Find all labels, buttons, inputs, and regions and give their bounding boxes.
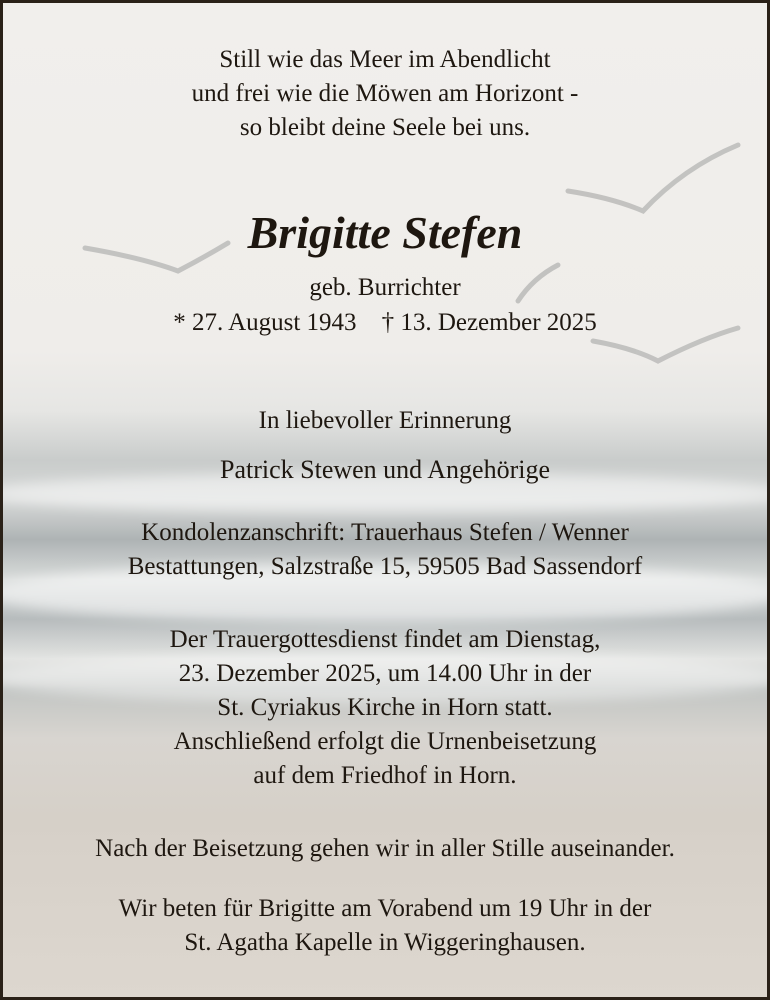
- poem-line: so bleibt deine Seele bei uns.: [239, 114, 531, 141]
- condolence-line: Bestattungen, Salzstraße 15, 59505 Bad Sassendorf: [127, 553, 643, 580]
- service-line: Der Trauergottesdienst findet am Dienstag,: [169, 626, 601, 653]
- poem-line: und frei wie die Möwen am Horizont -: [191, 80, 579, 107]
- service-info: [3, 623, 767, 793]
- service-line: auf dem Friedhof in Horn.: [253, 762, 517, 789]
- prayer-info: [3, 892, 767, 960]
- deceased-name: Brigitte Stefen: [247, 207, 523, 258]
- death-date: † 13. Dezember 2025: [381, 309, 597, 336]
- poem-line: Still wie das Meer im Abendlicht: [219, 46, 551, 73]
- condolence-line: Kondolenzanschrift: Trauerhaus Stefen / Wenner: [141, 519, 629, 546]
- seagull-icon: [568, 145, 738, 211]
- service-line: 23. Dezember 2025, um 14.00 Uhr in der: [178, 660, 592, 687]
- mourners: Patrick Stewen und Angehörige: [220, 455, 550, 484]
- condolence-address: [3, 516, 767, 584]
- obituary-card: [3, 3, 767, 997]
- birth-name: geb. Burrichter: [309, 274, 461, 301]
- service-line: St. Cyriakus Kirche in Horn statt.: [217, 694, 553, 721]
- poem: [3, 43, 767, 145]
- prayer-line: Wir beten für Brigitte am Vorabend um 19 Uhr in der: [118, 895, 652, 922]
- prayer-line: St. Agatha Kapelle in Wiggeringhausen.: [184, 929, 586, 956]
- remembrance: In liebevoller Erinnerung: [258, 407, 512, 434]
- farewell: Nach der Beisetzung gehen wir in aller Stille auseinander.: [95, 835, 675, 862]
- life-dates: [3, 306, 767, 340]
- service-line: Anschließend erfolgt die Urnenbeisetzung: [173, 728, 597, 755]
- birth-date: * 27. August 1943: [173, 309, 357, 336]
